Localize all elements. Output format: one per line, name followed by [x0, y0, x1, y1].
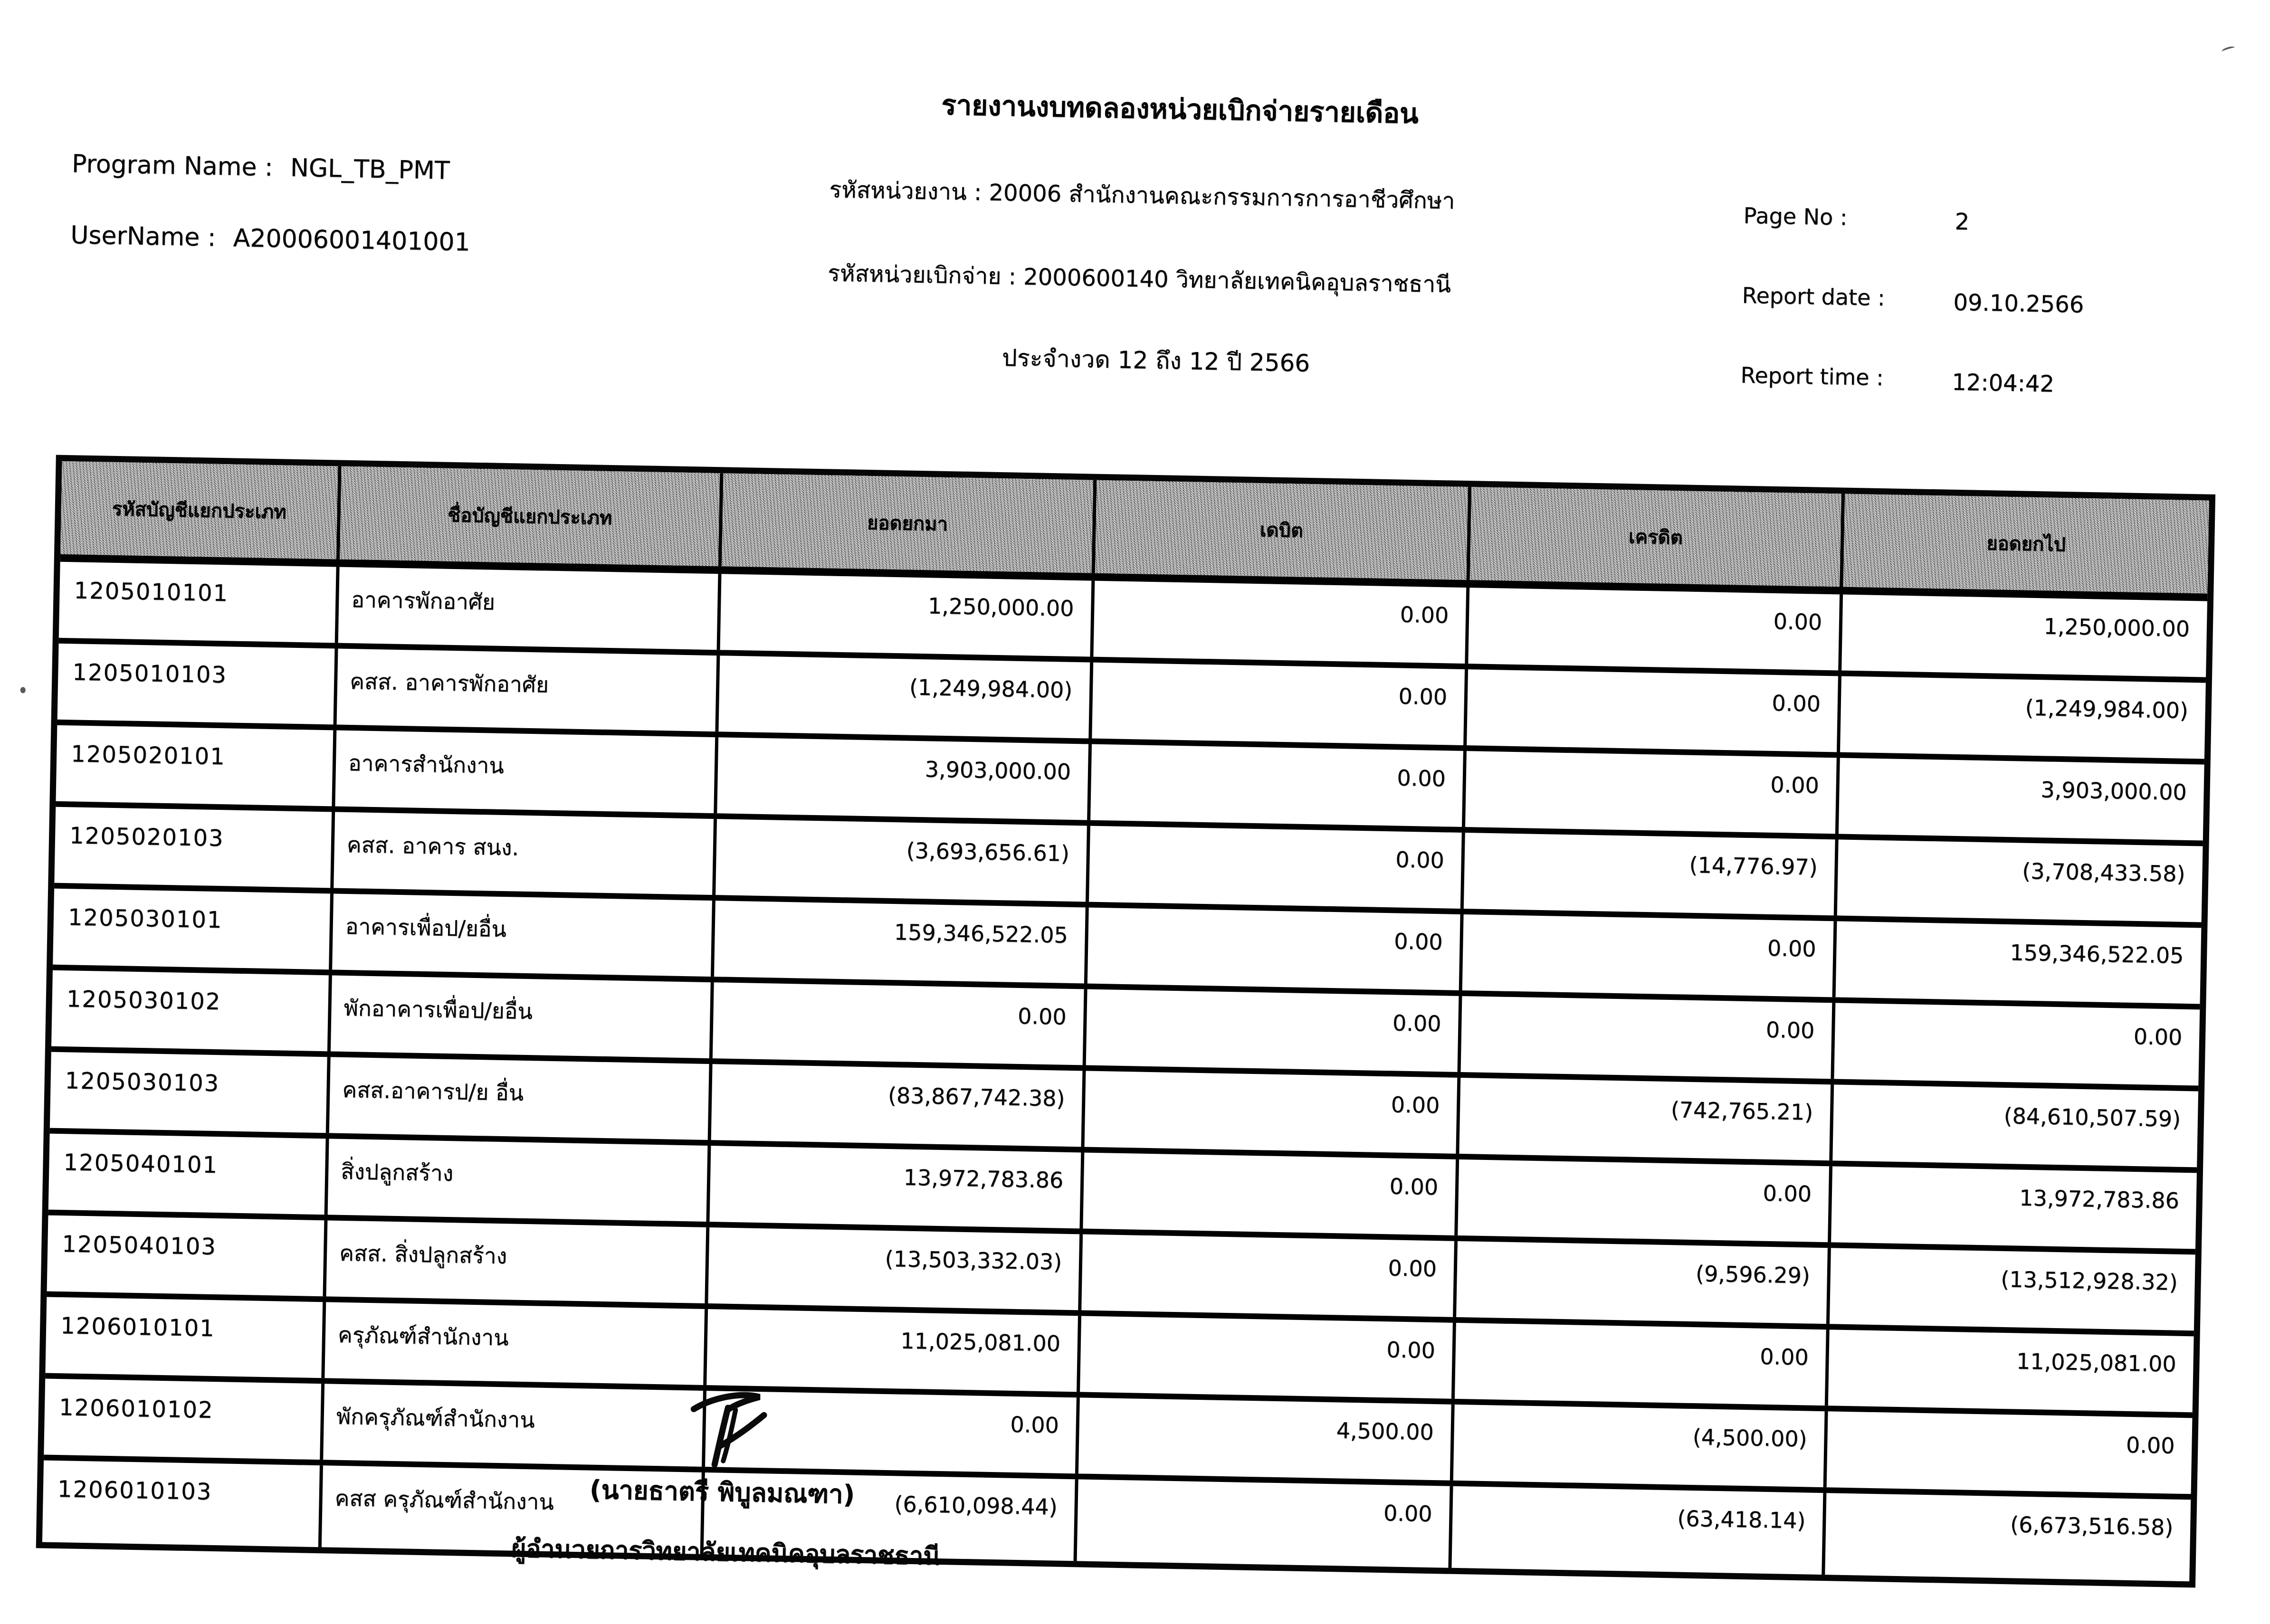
disburse-unit-line: รหัสหน่วยเบิกจ่าย : 2000600140 วิทยาลัยเทคนิคอุบลราชธานี: [827, 260, 1451, 298]
page-no-label: Page No :: [1743, 202, 1848, 230]
cell-account-name: อาคารสำนักงาน: [332, 730, 715, 813]
cell-account-name: สิ่งปลูกสร้าง: [324, 1139, 708, 1222]
cell-closing-balance: 13,972,783.86: [1828, 1166, 2197, 1249]
cell-account-code: 1206010102: [58, 1394, 214, 1424]
cell-credit: (14,776.97): [1460, 833, 1835, 915]
column-header-debit: เดบิต: [1092, 480, 1468, 580]
cell-account-name: อาคารพักอาศัย: [335, 567, 718, 650]
cell-debit: 0.00: [1084, 907, 1460, 990]
cell-account-code: 1206010103: [57, 1476, 212, 1505]
cell-account-name: อาคารเพื่อป/ยอื่น: [329, 893, 712, 977]
cell-closing-balance: 1,250,000.00: [1838, 594, 2207, 677]
period-line: ประจำงวด 12 ถึง 12 ปี 2566: [1001, 344, 1310, 377]
cell-closing-balance: (3,708,433.58): [1834, 839, 2203, 922]
column-header-gl-name: ชื่อบัญชีแยกประเภท: [336, 466, 720, 566]
cell-debit: 0.00: [1074, 1479, 1450, 1567]
cell-debit: 0.00: [1083, 989, 1459, 1072]
cell-opening-balance: (83,867,742.38): [708, 1064, 1083, 1147]
trial-balance-table: [36, 455, 2215, 1588]
column-header-closing-balance: ยอดยกไป: [1840, 494, 2209, 593]
cell-credit: (4,500.00): [1450, 1405, 1825, 1487]
cell-debit: 0.00: [1087, 744, 1463, 827]
signature-title: ผู้อำนวยการวิทยาลัยเทคนิคอุบลราชธานี: [511, 1534, 941, 1571]
cell-debit: 0.00: [1086, 826, 1462, 908]
cell-account-name: คสส. อาคารพักอาศัย: [334, 648, 717, 731]
cell-debit: 4,500.00: [1075, 1397, 1451, 1480]
username-line: [70, 221, 470, 256]
cell-closing-balance: 0.00: [1831, 1003, 2200, 1085]
cell-closing-balance: (1,249,984.00): [1837, 676, 2206, 759]
cell-debit: 0.00: [1079, 1152, 1456, 1235]
cell-account-code: 1205040101: [63, 1149, 219, 1179]
cell-account-code: 1205010103: [72, 659, 228, 689]
cell-closing-balance: 0.00: [1823, 1411, 2193, 1494]
cell-opening-balance: 0.00: [709, 982, 1084, 1065]
cell-account-code: 1206010101: [60, 1312, 216, 1342]
cell-debit: 0.00: [1088, 663, 1465, 745]
cell-closing-balance: 159,346,522.05: [1832, 921, 2202, 1004]
cell-account-name: คสส. อาคาร สนง.: [330, 812, 714, 895]
cell-account-name: พักครุภัณฑ์สำนักงาน: [320, 1384, 703, 1467]
column-header-gl-code: รหัสบัญชีแยกประเภท: [112, 498, 287, 523]
program-name-label: Program Name :: [71, 150, 273, 182]
cell-account-code: 1205020101: [70, 741, 226, 770]
column-header-opening-balance: ยอดยกมา: [718, 473, 1093, 573]
program-name-value: NGL_TB_PMT: [290, 153, 450, 185]
report-time-value: 12:04:42: [1951, 369, 2055, 398]
cell-closing-balance: (84,610,507.59): [1829, 1084, 2198, 1167]
program-name-line: [72, 150, 450, 185]
cell-closing-balance: (13,512,928.32): [1826, 1248, 2195, 1330]
cell-account-name: คสส ครุภัณฑ์สำนักงาน: [318, 1465, 702, 1554]
cell-closing-balance: 3,903,000.00: [1835, 758, 2204, 840]
cell-debit: 0.00: [1081, 1071, 1458, 1153]
handwritten-initial-mark: [687, 1384, 772, 1469]
cell-closing-balance: (6,673,516.58): [1822, 1493, 2191, 1581]
cell-credit: (742,765.21): [1456, 1078, 1831, 1160]
cell-account-name: คสส.อาคารป/ย อื่น: [326, 1057, 709, 1140]
cell-opening-balance: (1,249,984.00): [715, 655, 1090, 738]
cell-account-code: 1205030102: [66, 986, 221, 1016]
cell-credit: 0.00: [1454, 1159, 1829, 1242]
cell-account-name: คสส. สิ่งปลูกสร้าง: [323, 1220, 706, 1303]
cell-account-code: 1205020103: [69, 822, 225, 852]
cell-opening-balance: (3,693,656.61): [712, 819, 1087, 902]
cell-debit: 0.00: [1078, 1234, 1454, 1317]
username-label: UserName :: [70, 221, 216, 252]
cell-account-code: 1205030101: [67, 904, 223, 934]
column-header-credit: เครดิต: [1467, 487, 1841, 587]
signature-name: (นายธาตรี พิบูลมณฑา): [589, 1474, 855, 1510]
cell-opening-balance: 3,903,000.00: [714, 737, 1088, 820]
cell-credit: 0.00: [1458, 996, 1832, 1079]
cell-credit: 0.00: [1451, 1323, 1826, 1406]
cell-account-name: พักอาคารเพื่อป/ยอื่น: [327, 975, 711, 1058]
cell-debit: 0.00: [1077, 1316, 1453, 1398]
cell-opening-balance: 13,972,783.86: [706, 1146, 1081, 1228]
cell-opening-balance: 0.00: [702, 1391, 1077, 1473]
cell-account-code: 1205040103: [61, 1231, 217, 1261]
cell-closing-balance: 11,025,081.00: [1825, 1330, 2194, 1412]
cell-credit: 0.00: [1465, 588, 1840, 670]
cell-opening-balance: 159,346,522.05: [711, 901, 1086, 983]
cell-opening-balance: (13,503,332.03): [705, 1227, 1079, 1310]
cell-account-code: 1205010101: [74, 577, 229, 607]
cell-account-code: 1205030103: [65, 1067, 220, 1097]
cell-opening-balance: (6,610,098.44): [700, 1472, 1075, 1561]
cell-credit: (9,596.29): [1453, 1241, 1828, 1324]
cell-debit: 0.00: [1090, 581, 1466, 664]
report-date-label: Report date :: [1742, 282, 1886, 311]
scan-corner-mark: [2221, 45, 2235, 54]
cell-credit: (63,418.14): [1448, 1486, 1823, 1575]
report-title: รายงานงบทดลองหน่วยเบิกจ่ายรายเดือน: [941, 88, 1419, 130]
cell-opening-balance: 11,025,081.00: [703, 1309, 1078, 1392]
scan-speck: [20, 687, 26, 693]
page-no-value: 2: [1955, 208, 1970, 236]
cell-account-name: ครุภัณฑ์สำนักงาน: [321, 1302, 705, 1385]
report-date-value: 09.10.2566: [1953, 289, 2084, 318]
username-value: A20006001401001: [233, 224, 471, 257]
report-time-label: Report time :: [1740, 362, 1884, 391]
agency-code-line: รหัสหน่วยงาน : 20006 สำนักงานคณะกรรมการการอาชีวศึกษา: [829, 176, 1455, 215]
cell-opening-balance: 1,250,000.00: [717, 574, 1092, 656]
cell-credit: 0.00: [1459, 914, 1834, 997]
cell-credit: 0.00: [1463, 669, 1838, 752]
cell-credit: 0.00: [1462, 751, 1837, 834]
